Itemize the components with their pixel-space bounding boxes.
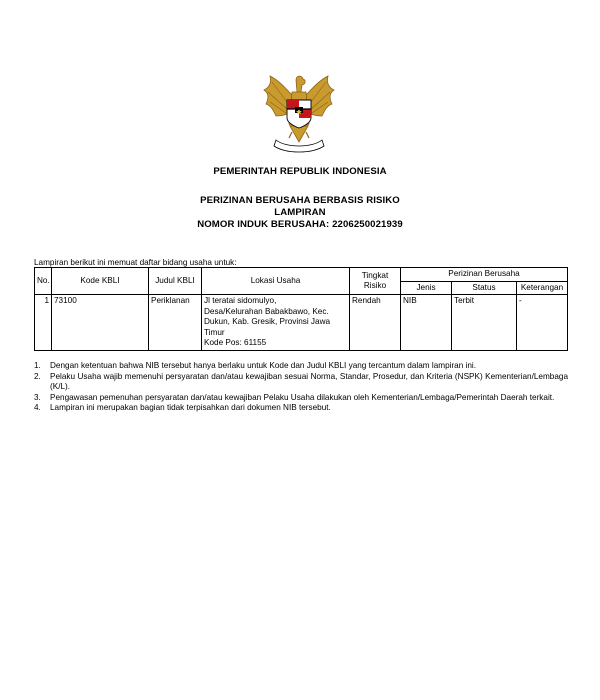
cell-no: 1 [35,295,52,351]
note-text: Pelaku Usaha wajib memenuhi persyaratan dan/atau kewajiban sesuai Norma, Standar, Prosedur, dan Kriteria (NSPK) Kementerian/Lembaga (K/L). [50,371,568,392]
cell-status: Terbit [452,295,517,351]
note-item [34,361,568,372]
cell-lokasi-usaha [202,295,350,351]
cell-tingkat-risiko: Rendah [350,295,401,351]
nib-number: NOMOR INDUK BERUSAHA: 2206250021939 [197,219,403,230]
kbli-table [34,267,568,351]
note-item [34,403,568,414]
table-row [35,295,568,351]
note-item [34,393,568,404]
header-no: No. [35,268,52,295]
document-subtitle: LAMPIRAN [274,207,326,218]
lokasi-line: Dukun, Kab. Gresik, Provinsi Jawa [204,317,331,326]
cell-jenis: NIB [401,295,452,351]
note-number: 2. [34,371,41,381]
header-perizinan-berusaha: Perizinan Berusaha [401,268,568,282]
note-text: Pengawasan pemenuhan persyaratan dan/atau kewajiban Pelaku Usaha dilakukan oleh Kementerian/Lembaga/Pemerintah Daerah terkait. [50,392,555,402]
note-item [34,372,568,393]
lokasi-line: Kode Pos: 61155 [204,338,267,347]
note-text: Dengan ketentuan bahwa NIB tersebut hanya berlaku untuk Kode dan Judul KBLI yang tercantum dalam lampiran ini. [50,361,477,370]
table-header-row [35,268,568,282]
note-text: Lampiran ini merupakan bagian tidak terpisahkan dari dokumen NIB tersebut. [50,403,331,413]
document-title: PERIZINAN BERUSAHA BERBASIS RISIKO [200,195,400,206]
cell-kode-kbli: 73100 [52,295,149,351]
header-keterangan: Keterangan [517,281,568,295]
notes-list [34,361,568,414]
header-lokasi-usaha: Lokasi Usaha [202,268,350,295]
cell-keterangan: - [517,295,568,351]
note-number: 3. [34,392,41,402]
note-number: 4. [34,403,41,413]
header-tingkat-risiko: Tingkat Risiko [350,268,401,295]
header-judul-kbli: Judul KBLI [149,268,202,295]
lokasi-line: Jl teratai sidomulyo, [204,296,277,305]
cell-judul-kbli: Periklanan [149,295,202,351]
header-status: Status [452,281,517,295]
government-heading: PEMERINTAH REPUBLIK INDONESIA [213,166,387,177]
intro-text: Lampiran berikut ini memuat daftar bidang usaha untuk: [34,258,237,267]
header-kode-kbli: Kode KBLI [52,268,149,295]
lokasi-line: Timur [204,327,225,337]
note-number: 1. [34,361,41,370]
garuda-pancasila-emblem [262,72,336,154]
header-jenis: Jenis [401,281,452,295]
lokasi-line: Desa/Kelurahan Babakbawo, Kec. [204,306,329,316]
